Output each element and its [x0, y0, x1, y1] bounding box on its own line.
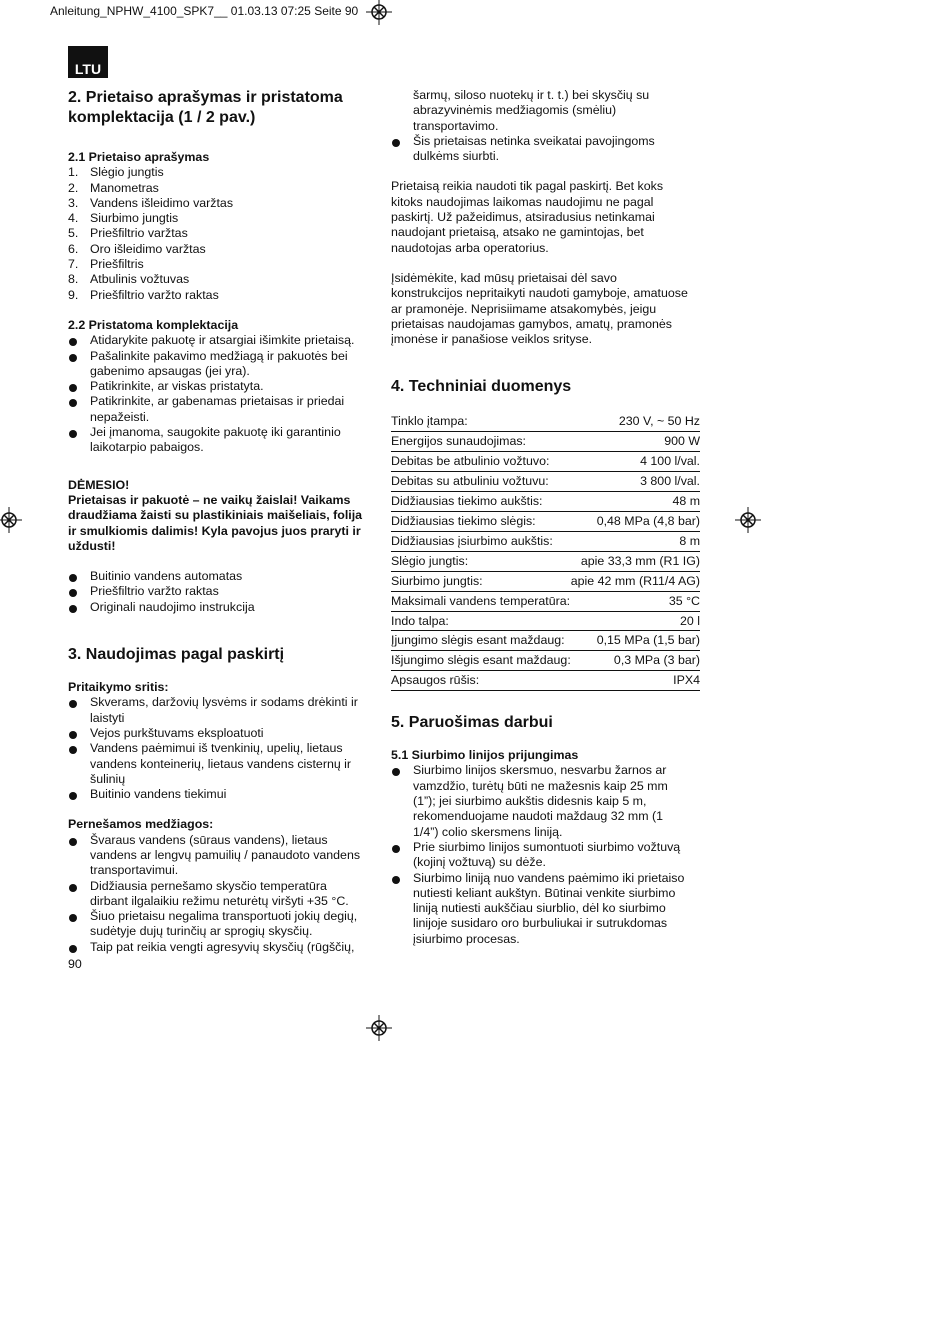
spec-label: Didžiausias tiekimo aukštis: — [391, 492, 571, 512]
registration-mark-left-icon — [0, 507, 22, 533]
list-item: 2. Manometras — [68, 180, 159, 195]
spec-value: 35 °C — [571, 591, 700, 611]
spec-label: Didžiausias tiekimo slėgis: — [391, 511, 571, 531]
section-5-title: 5. Paruošimas darbui — [391, 714, 553, 732]
registration-mark-top-icon — [366, 0, 392, 25]
scope-list — [68, 695, 368, 802]
bullet-icon — [391, 840, 413, 871]
spec-value: 0,3 MPa (3 bar) — [571, 651, 700, 671]
list-item: Taip pat reikia vengti agresyvių skysčių (rūgščių, — [68, 940, 368, 955]
section-4-title: 4. Techniniai duomenys — [391, 378, 572, 396]
registration-mark-bottom-icon — [366, 1015, 392, 1041]
technical-data-table — [391, 412, 700, 691]
list-item: Buitinio vandens tiekimui — [68, 787, 368, 802]
right-column — [391, 88, 701, 947]
suction-line-list — [391, 763, 691, 947]
spec-label: Slėgio jungtis: — [391, 551, 571, 571]
table-row — [391, 671, 700, 691]
bullet-icon — [68, 940, 90, 955]
list-item: Originali naudojimo instrukcija — [68, 600, 368, 615]
list-item: Vejos purkštuvams eksploatuoti — [68, 726, 368, 741]
list-item: 5. Priešfiltrio varžtas — [68, 226, 188, 241]
print-header: Anleitung_NPHW_4100_SPK7__ 01.03.13 07:25 Seite 90 — [50, 4, 359, 18]
table-row — [391, 492, 700, 512]
bullet-icon — [68, 600, 90, 615]
list-item: Patikrinkite, ar viskas pristatyta. — [68, 379, 368, 394]
spec-value: IPX4 — [571, 671, 700, 691]
section-2-title: 2. Prietaiso aprašymas ir pristatoma komplektacija (1 / 2 pav.) — [68, 89, 343, 126]
spec-label: Siurbimo jungtis: — [391, 571, 571, 591]
list-item: Skverams, daržovių lysvėms ir sodams drėkinti ir laistyti — [68, 695, 368, 726]
table-row — [391, 571, 700, 591]
media-list-continued — [391, 88, 691, 164]
section-3-title: 3. Naudojimas pagal paskirtį — [68, 646, 285, 664]
bullet-icon — [68, 833, 90, 879]
list-item: Šis prietaisas netinka sveikatai pavojingoms dulkėms siurbti. — [391, 134, 691, 165]
bullet-icon — [391, 871, 413, 947]
table-row — [391, 412, 700, 431]
spec-label: Debitas su atbuliniu vožtuvu: — [391, 472, 571, 492]
spec-label: Maksimali vandens temperatūra: — [391, 591, 571, 611]
spec-label: Debitas be atbulinio vožtuvo: — [391, 452, 571, 472]
spec-value: 0,48 MPa (4,8 bar) — [571, 511, 700, 531]
package-contents-list — [68, 569, 368, 615]
left-column — [68, 88, 368, 955]
list-item: Patikrinkite, ar gabenamas prietaisas ir priedai nepažeisti. — [68, 394, 368, 425]
bullet-icon — [391, 763, 413, 839]
bullet-icon — [68, 909, 90, 940]
table-row — [391, 432, 700, 452]
table-row — [391, 591, 700, 611]
warning-title: DĖMESIO! — [68, 477, 130, 492]
spec-value: 20 l — [571, 611, 700, 631]
parts-list — [68, 165, 368, 303]
list-item: 7. Priešfiltris — [68, 257, 144, 272]
bullet-icon — [68, 425, 90, 456]
bullet-icon — [68, 379, 90, 394]
language-badge: LTU — [68, 46, 108, 78]
spec-label: Išjungimo slėgis esant maždaug: — [391, 651, 571, 671]
spec-value: apie 42 mm (R11/4 AG) — [571, 571, 700, 591]
bullet-icon — [68, 584, 90, 599]
spec-value: 0,15 MPa (1,5 bar) — [571, 631, 700, 651]
bullet-icon — [68, 726, 90, 741]
bullet-icon — [68, 879, 90, 910]
list-item: Pašalinkite pakavimo medžiagą ir pakuotės bei gabenimo apsaugas (jei yra). — [68, 349, 368, 380]
section-2-2-title: 2.2 Pristatoma komplektacija — [68, 317, 239, 332]
table-row — [391, 651, 700, 671]
bullet-icon — [68, 394, 90, 425]
spec-label: Didžiausias įsiurbimo aukštis: — [391, 531, 571, 551]
list-item: 9. Priešfiltrio varžto raktas — [68, 287, 219, 302]
bullet-icon — [68, 787, 90, 802]
bullet-icon — [68, 349, 90, 380]
table-row — [391, 551, 700, 571]
table-row — [391, 531, 700, 551]
liability-paragraph: Įsidėmėkite, kad mūsų prietaisai dėl savo konstrukcijos nepritaikyti naudoti gamyboje, amatuose ar pramonėje. Neprisiimame atsakomybės, jeigu prietaisas naudojamas gamybos, amatų, pramonės įmonėse ir panašiose veiklos srityse. — [391, 270, 688, 347]
media-list — [68, 833, 368, 955]
table-row — [391, 631, 700, 651]
spec-value: apie 33,3 mm (R1 IG) — [571, 551, 700, 571]
list-item: Švaraus vandens (sūraus vandens), lietaus vandens ar lengvų pamuilių / panaudoto vandens transportavimui. — [68, 833, 368, 879]
list-item: Siurbimo liniją nuo vandens paėmimo iki prietaiso nutiesti keliant aukštyn. Būtinai venkite siurbimo liniją nutiesti aukščiau siurblio, dėl ko siurbimo linijoje susidaro oro burbuliukai ir sutrukdomas įsiurbimo procesas. — [391, 871, 691, 947]
spec-value: 8 m — [571, 531, 700, 551]
registration-mark-right-icon — [735, 507, 761, 533]
intended-use-paragraph: Prietaisą reikia naudoti tik pagal paskirtį. Bet koks kitoks naudojimas laikomas naudojimu ne pagal paskirtį. Už pažeidimus, atsiradusius netinkamai naudojant prietaisą, atsako ne gamintojas, bet naudotojas arba operatorius. — [391, 179, 664, 255]
section-2-1-title: 2.1 Prietaiso aprašymas — [68, 150, 210, 164]
table-row — [391, 511, 700, 531]
list-item: Didžiausia pernešamo skysčio temperatūra dirbant ilgalaikiu režimu neturėtų viršyti +35 °C. — [68, 879, 368, 910]
spec-label: Tinklo įtampa: — [391, 412, 571, 431]
spec-label: Energijos sunaudojimas: — [391, 432, 571, 452]
spec-value: 230 V, ~ 50 Hz — [571, 412, 700, 431]
spec-value: 3 800 l/val. — [571, 472, 700, 492]
spec-value: 48 m — [571, 492, 700, 512]
list-item: 1. Slėgio jungtis — [68, 165, 164, 180]
scope-title: Pritaikymo sritis: — [68, 680, 169, 695]
list-item: Buitinio vandens automatas — [68, 569, 368, 584]
list-item: Šiuo prietaisu negalima transportuoti jokių degių, sudėtyje dujų turinčių ar sprogių skysčių. — [68, 909, 368, 940]
table-row — [391, 452, 700, 472]
section-5-1-title: 5.1 Siurbimo linijos prijungimas — [391, 748, 579, 763]
list-item: Atidarykite pakuotę ir atsargiai išimkite prietaisą. — [68, 333, 368, 348]
list-item: Priešfiltrio varžto raktas — [68, 584, 368, 599]
bullet-icon — [68, 569, 90, 584]
list-item: Vandens paėmimui iš tvenkinių, upelių, lietaus vandens konteinerių, lietaus vandens cisternų ir šulinių — [68, 741, 368, 787]
bullet-icon — [68, 741, 90, 787]
media-title: Pernešamos medžiagos: — [68, 817, 214, 832]
spec-value: 4 100 l/val. — [571, 452, 700, 472]
list-item: 3. Vandens išleidimo varžtas — [68, 195, 234, 210]
spec-label: Apsaugos rūšis: — [391, 671, 571, 691]
list-item: 8. Atbulinis vožtuvas — [68, 272, 190, 287]
spec-label: Įjungimo slėgis esant maždaug: — [391, 631, 571, 651]
spec-value: 900 W — [571, 432, 700, 452]
unpacking-steps-list — [68, 333, 368, 455]
list-item: Prie siurbimo linijos sumontuoti siurbimo vožtuvą (kojinį vožtuvą) su dėže. — [391, 840, 691, 871]
table-row — [391, 611, 700, 631]
list-item: 4. Siurbimo jungtis — [68, 211, 179, 226]
bullet-icon — [68, 333, 90, 348]
list-item: šarmų, siloso nuotekų ir t. t.) bei skysčių su abrazyvinėmis medžiagomis (smėliu) transportavimo. — [413, 88, 650, 133]
list-item: Jei įmanoma, saugokite pakuotę iki garantinio laikotarpio pabaigos. — [68, 425, 368, 456]
table-row — [391, 472, 700, 492]
list-item: 6. Oro išleidimo varžtas — [68, 241, 206, 256]
page-number: 90 — [68, 957, 82, 971]
bullet-icon — [68, 695, 90, 726]
bullet-icon — [391, 134, 413, 165]
warning-text: Prietaisas ir pakuotė – ne vaikų žaislai! Vaikams draudžiama žaisti su plastikiniais maišeliais, folija ir smulkiomis dalimis! Kyla pavojus juos praryti ir uždusti! — [68, 492, 363, 553]
spec-label: Indo talpa: — [391, 611, 571, 631]
list-item: Siurbimo linijos skersmuo, nesvarbu žarnos ar vamzdžio, turėtų būti ne mažesnis kaip 25 mm (1”); jei siurbimo aukštis didesnis kaip 5 m, rekomenduojame naudoti maždaug 32 mm (1 1/4”) colio skersmens liniją. — [391, 763, 691, 839]
